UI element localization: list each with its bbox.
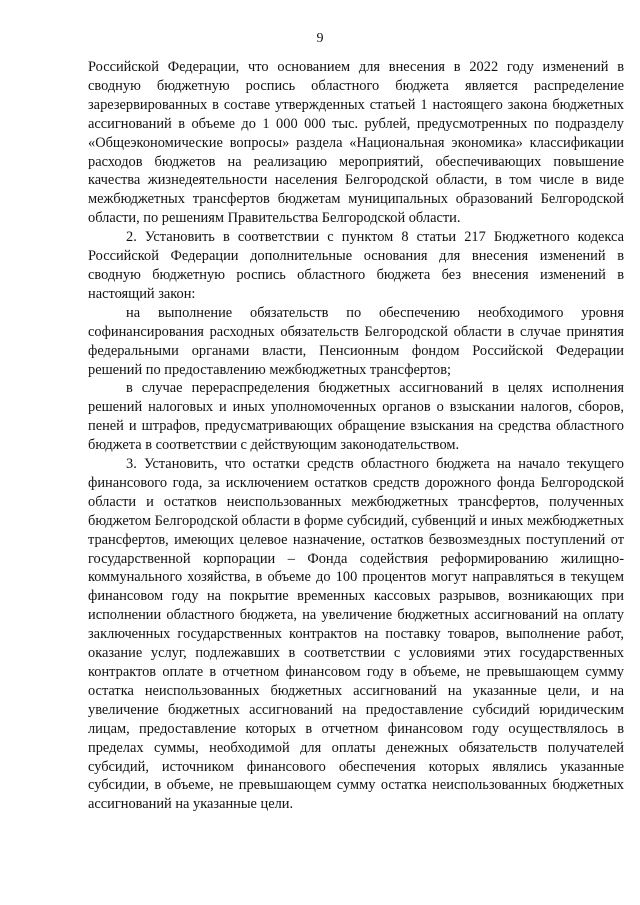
document-body xyxy=(88,58,624,814)
paragraph-clause-2: 2. Установить в соответствии с пунктом 8 статьи 217 Бюджетного кодекса Российской Федерации дополнительные основания для внесения изменений в сводную бюджетную роспись областного бюджета без внесения изменений в настоящий закон: xyxy=(88,229,624,302)
paragraph-clause-3: 3. Установить, что остатки средств областного бюджета на начало текущего финансового года, за исключением остатков средств дорожного фонда Белгородской области и остатков неиспользованных межбюджетных трансфертов, полученных бюджетом Белгородской области в форме субсидий, субвенций и иных межбюджетных трансфертов, имеющих целевое назначение, остатков безвозмездных поступлений от государственной корпорации – Фонда содействия реформированию жилищно-коммунального хозяйства, в объеме до 100 процентов могут направляться в текущем финансовом году на покрытие временных кассовых разрывов, возникающих при исполнении областного бюджета, на увеличение бюджетных ассигнований на оплату заключенных государственных контрактов на поставку товаров, выполнение работ, оказание услуг, подлежавших в соответствии с условиями этих государственных контрактов оплате в отчетном финансовом году в объеме, не превышающем сумму остатка неиспользованных бюджетных ассигнований на указанные цели, и на увеличение бюджетных ассигнований на предоставление субсидий юридическим лицам, предоставление которых в отчетном финансовом году осуществлялось в пределах суммы, необходимой для оплаты денежных обязательств получателей субсидий, источником финансового обеспечения которых являлись указанные субсидии, в объеме, не превышающем сумму остатка неиспользованных бюджетных ассигнований на указанные цели. xyxy=(88,456,624,813)
paragraph-clause-2-item-1: на выполнение обязательств по обеспечению необходимого уровня софинансирования расходных обязательств Белгородской области в случае принятия федеральными органами власти, Пенсионным фондом Российской Федерации решений по предоставлению межбюджетных трансфертов; xyxy=(88,304,624,378)
paragraph-continuation: Российской Федерации, что основанием для внесения в 2022 году изменений в сводную бюджетную роспись областного бюджета является распределение зарезервированных в составе утвержденных статьей 1 настоящего закона бюджетных ассигнований в объеме до 1 000 000 тыс. рублей, предусмотренных по подразделу «Общеэкономические вопросы» раздела «Национальная экономика» классификации расходов бюджетов на реализацию мероприятий, обеспечивающих повышение качества жизнедеятельности населения Белгородской области, в том числе в виде межбюджетных трансфертов бюджетам муниципальных образований Белгородской области, по решениям Правительства Белгородской области. xyxy=(88,59,624,227)
paragraph-clause-2-item-2: в случае перераспределения бюджетных ассигнований в целях исполнения решений налоговых и иных уполномоченных органов о взыскании налогов, сборов, пеней и штрафов, предусматривающих обращение взыскания на средства областного бюджета в соответствии с действующим законодательством. xyxy=(88,380,624,454)
page-number: 9 xyxy=(316,31,324,46)
